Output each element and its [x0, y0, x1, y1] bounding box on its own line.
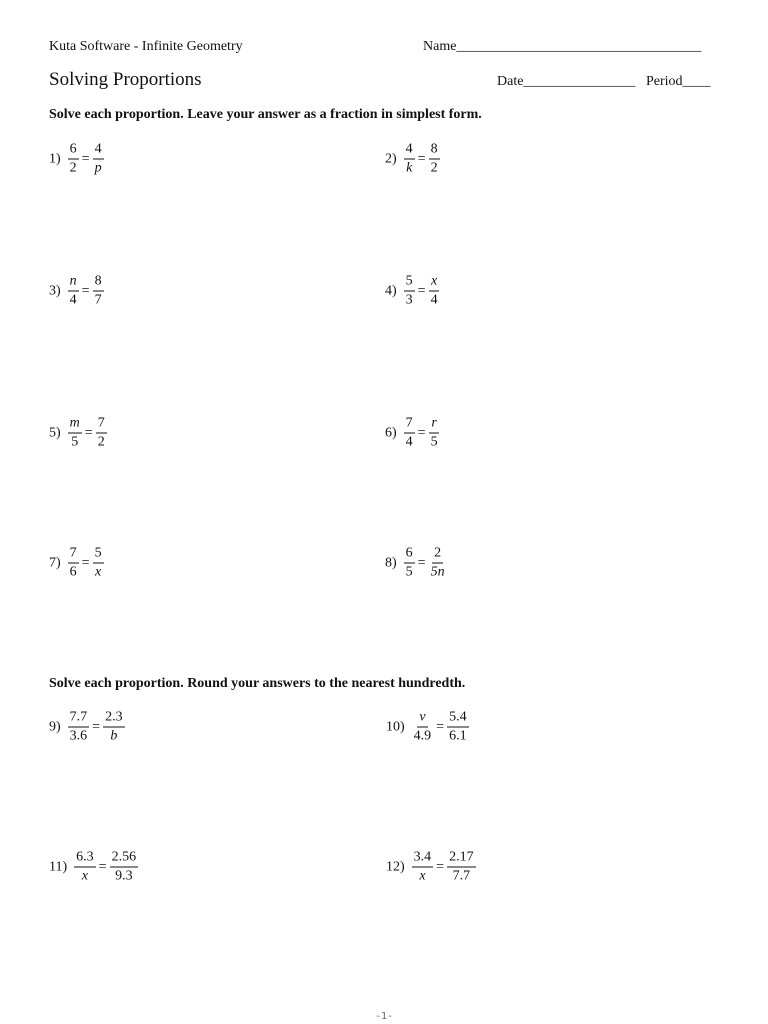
right-numerator: 4 [93, 142, 104, 160]
right-numerator: 2.56 [110, 850, 139, 868]
right-fraction [446, 710, 470, 745]
problem-number: 4) [385, 283, 397, 298]
problem-number: 7) [49, 555, 61, 570]
problem-item [49, 850, 139, 885]
right-numerator: x [429, 274, 439, 292]
left-fraction [403, 142, 416, 177]
problem-number: 12) [386, 859, 405, 874]
left-denominator: 4 [69, 292, 77, 308]
problem-number: 5) [49, 425, 61, 440]
right-fraction [92, 142, 105, 177]
left-numerator: v [417, 710, 427, 728]
left-numerator: m [68, 416, 82, 434]
equals-sign: = [81, 151, 90, 166]
problem-number: 8) [385, 555, 397, 570]
equals-sign: = [417, 425, 426, 440]
problem-number: 1) [49, 151, 61, 166]
equals-sign: = [417, 151, 426, 166]
right-fraction [102, 710, 126, 745]
left-denominator: 5 [71, 434, 79, 450]
left-denominator: k [406, 160, 413, 176]
right-fraction [428, 416, 441, 451]
right-numerator: 8 [93, 274, 104, 292]
left-numerator: 3.4 [412, 850, 434, 868]
right-denominator: p [94, 160, 102, 176]
section-1-instruction: Solve each proportion. Leave your answer as a fraction in simplest form. [49, 107, 482, 122]
right-denominator: x [94, 564, 102, 580]
left-fraction [67, 416, 83, 451]
left-fraction [411, 710, 435, 745]
problem-item [49, 710, 126, 745]
left-numerator: 6 [404, 546, 415, 564]
date-period-fields [497, 74, 711, 90]
left-numerator: 7 [404, 416, 415, 434]
left-denominator: x [81, 868, 89, 884]
left-numerator: 6 [68, 142, 79, 160]
problem-item [386, 850, 477, 885]
problem-item [49, 416, 108, 451]
equals-sign: = [436, 719, 445, 734]
right-denominator: 2 [97, 434, 105, 450]
equals-sign: = [436, 859, 445, 874]
right-numerator: 7 [96, 416, 107, 434]
right-fraction [446, 850, 477, 885]
right-denominator: 2 [430, 160, 438, 176]
left-denominator: 6 [69, 564, 77, 580]
name-field: Name___________________________________ [423, 39, 702, 54]
problem-item [385, 416, 441, 451]
right-denominator: 5n [430, 564, 445, 580]
right-numerator: 2.3 [103, 710, 125, 728]
left-fraction [73, 850, 97, 885]
right-fraction [109, 850, 140, 885]
problem-number: 3) [49, 283, 61, 298]
right-denominator: b [110, 728, 118, 744]
right-denominator: 9.3 [115, 868, 133, 884]
problem-item [49, 142, 105, 177]
left-denominator: 3.6 [69, 728, 88, 744]
equals-sign: = [84, 425, 93, 440]
right-numerator: 5.4 [447, 710, 469, 728]
problem-item [386, 710, 470, 745]
right-fraction [428, 142, 441, 177]
left-numerator: 5 [404, 274, 415, 292]
page-number: -1- [374, 1011, 394, 1022]
right-fraction [92, 546, 105, 581]
right-fraction [92, 274, 105, 309]
right-fraction [428, 274, 441, 309]
equals-sign: = [417, 555, 426, 570]
right-denominator: 6.1 [449, 728, 467, 744]
problem-item [385, 274, 441, 309]
period-field: Period____ [645, 74, 711, 89]
equals-sign: = [92, 719, 101, 734]
left-denominator: 2 [69, 160, 77, 176]
section-2-instruction: Solve each proportion. Round your answers to the nearest hundredth. [49, 676, 466, 691]
left-denominator: 5 [405, 564, 413, 580]
left-numerator: 7 [68, 546, 79, 564]
right-fraction [95, 416, 108, 451]
worksheet-source: Kuta Software - Infinite Geometry [49, 39, 243, 54]
left-fraction [411, 850, 435, 885]
left-fraction [67, 274, 80, 309]
problem-number: 9) [49, 719, 61, 734]
problem-number: 6) [385, 425, 397, 440]
left-denominator: 4 [405, 434, 413, 450]
left-numerator: n [68, 274, 79, 292]
problem-number: 11) [49, 859, 68, 874]
right-numerator: 2 [432, 546, 443, 564]
right-numerator: 8 [429, 142, 440, 160]
page-title: Solving Proportions [49, 69, 202, 90]
left-denominator: x [419, 868, 426, 884]
problem-item [385, 142, 441, 177]
left-fraction [67, 142, 80, 177]
right-denominator: 5 [430, 434, 438, 450]
equals-sign: = [98, 859, 107, 874]
left-fraction [67, 710, 91, 745]
right-numerator: 2.17 [447, 850, 476, 868]
right-denominator: 7.7 [452, 868, 471, 884]
left-fraction [403, 546, 416, 581]
left-numerator: 7.7 [68, 710, 90, 728]
problem-number: 2) [385, 151, 397, 166]
right-denominator: 7 [94, 292, 102, 308]
equals-sign: = [81, 283, 90, 298]
right-fraction [428, 546, 448, 581]
left-numerator: 4 [404, 142, 415, 160]
right-numerator: r [429, 416, 438, 434]
problem-item [49, 274, 105, 309]
left-denominator: 4.9 [413, 728, 432, 744]
right-numerator: 5 [93, 546, 104, 564]
problem-item [49, 546, 105, 581]
left-fraction [403, 274, 416, 309]
problem-item [385, 546, 448, 581]
equals-sign: = [417, 283, 426, 298]
left-fraction [67, 546, 80, 581]
left-denominator: 3 [405, 292, 413, 308]
left-numerator: 6.3 [74, 850, 96, 868]
equals-sign: = [81, 555, 90, 570]
left-fraction [403, 416, 416, 451]
problem-number: 10) [386, 719, 405, 734]
right-denominator: 4 [430, 292, 438, 308]
date-field: Date________________ [497, 74, 636, 89]
